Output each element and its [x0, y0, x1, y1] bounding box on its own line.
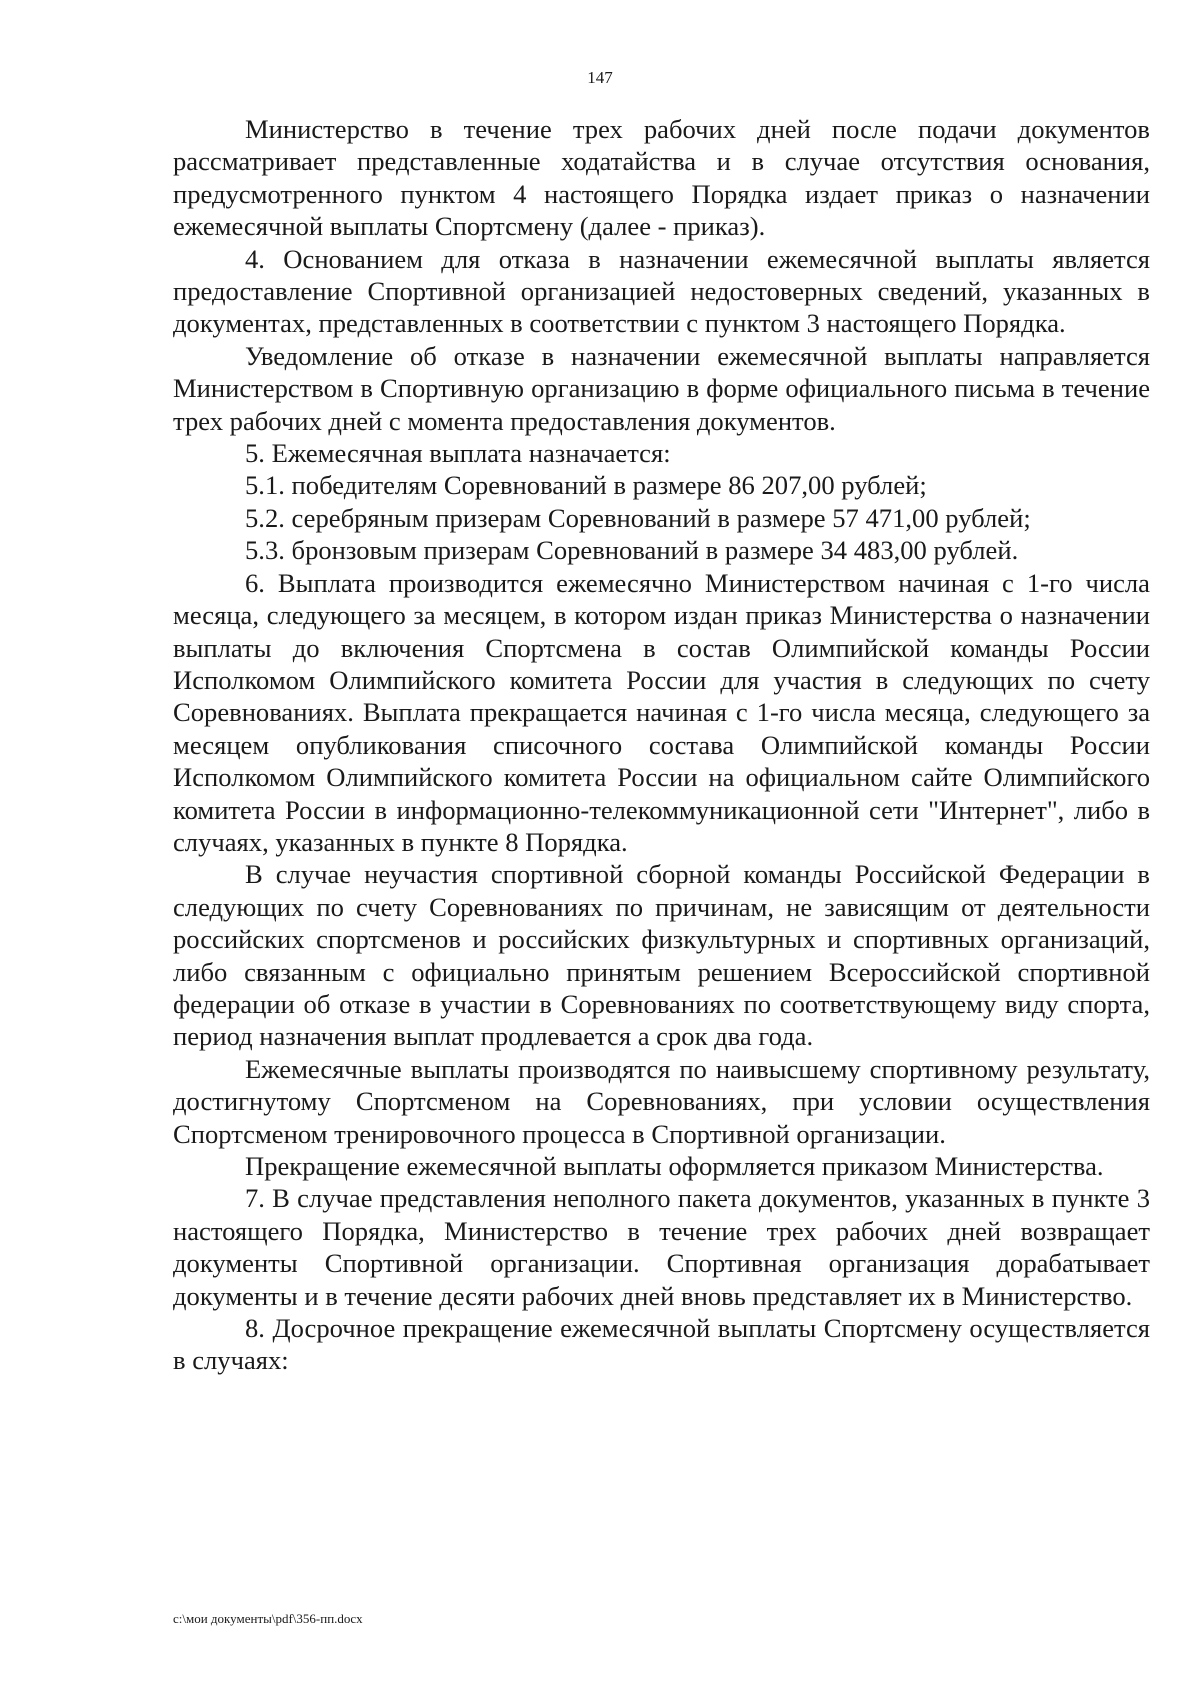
paragraph-item-8: 8. Досрочное прекращение ежемесячной выплаты Спортсмену осуществляется в случаях:: [173, 1313, 1150, 1376]
paragraph-item-5-3: 5.3. бронзовым призерам Соревнований в размере 34 483,00 рублей.: [245, 535, 1019, 566]
paragraph-item-4: 4. Основанием для отказа в назначении ежемесячной выплаты является предоставление Спортивной организацией недостоверных сведений, указанных в документах, представленных в соответствии с пунктом 3 настоящего Порядка.: [173, 243, 1150, 339]
footer-file-path: c:\мои документы\pdf\356-пп.docx: [173, 1611, 363, 1626]
paragraph-ministry-review: Министерство в течение трех рабочих дней после подачи документов рассматривает представленные ходатайства и в случае отсутствия основания, предусмотренного пунктом 4 настоящего Порядка издает приказ о назначении ежемесячной выплаты Спортсмену (далее - приказ).: [173, 114, 1150, 242]
paragraph-item-5-2: 5.2. серебряным призерам Соревнований в размере 57 471,00 рублей;: [245, 502, 1031, 533]
paragraph-item-6: 6. Выплата производится ежемесячно Министерством начиная с 1-го числа месяца, следующего за месяцем, в котором издан приказ Министерства о назначении выплаты до включения Спортсмена в состав Олимпийской команды России Исполкомом Олимпийского комитета России для участия в следующих по счету Соревнованиях. Выплата прекращается начиная с 1-го числа месяца, следующего за месяцем опубликования списочного состава Олимпийской команды России Исполкомом Олимпийского комитета России на официальном сайте Олимпийского комитета России в информационно-телекоммуникационной сети "Интернет", либо в случаях, указанных в пункте 8 Порядка.: [173, 567, 1150, 857]
paragraph-item-5-1: 5.1. победителям Соревнований в размере 86 207,00 рублей;: [245, 470, 927, 501]
page-number: 147: [587, 68, 613, 87]
paragraph-item-7: 7. В случае представления неполного пакета документов, указанных в пункте 3 настоящего Порядка, Министерство в течение трех рабочих дней возвращает документы Спортивной организации. Спортивная организация дорабатывает документы и в течение десяти рабочих дней вновь представляет их в Министерство.: [173, 1183, 1150, 1311]
paragraph-termination-order: Прекращение ежемесячной выплаты оформляется приказом Министерства.: [245, 1151, 1104, 1181]
paragraph-highest-result: Ежемесячные выплаты производятся по наивысшему спортивному результату, достигнутому Спортсменом на Соревнованиях, при условии осуществления Спортсменом тренировочного процесса в Спортивной организации.: [173, 1053, 1150, 1149]
paragraph-refusal-notice: Уведомление об отказе в назначении ежемесячной выплаты направляется Министерством в Спортивную организацию в форме официального письма в течение трех рабочих дней с момента предоставления документов.: [173, 340, 1150, 436]
paragraph-non-participation: В случае неучастия спортивной сборной команды Российской Федерации в следующих по счету Соревнованиях по причинам, не зависящим от деятельности российских спортсменов и российских физкультурных и спортивных организаций, либо связанным с официально принятым решением Всероссийской спортивной федерации об отказе в участии в Соревнованиях по соответствующему виду спорта, период назначения выплат продлевается а срок два года.: [173, 859, 1150, 1052]
paragraph-item-5: 5. Ежемесячная выплата назначается:: [245, 438, 671, 469]
document-body: [173, 113, 1150, 1377]
